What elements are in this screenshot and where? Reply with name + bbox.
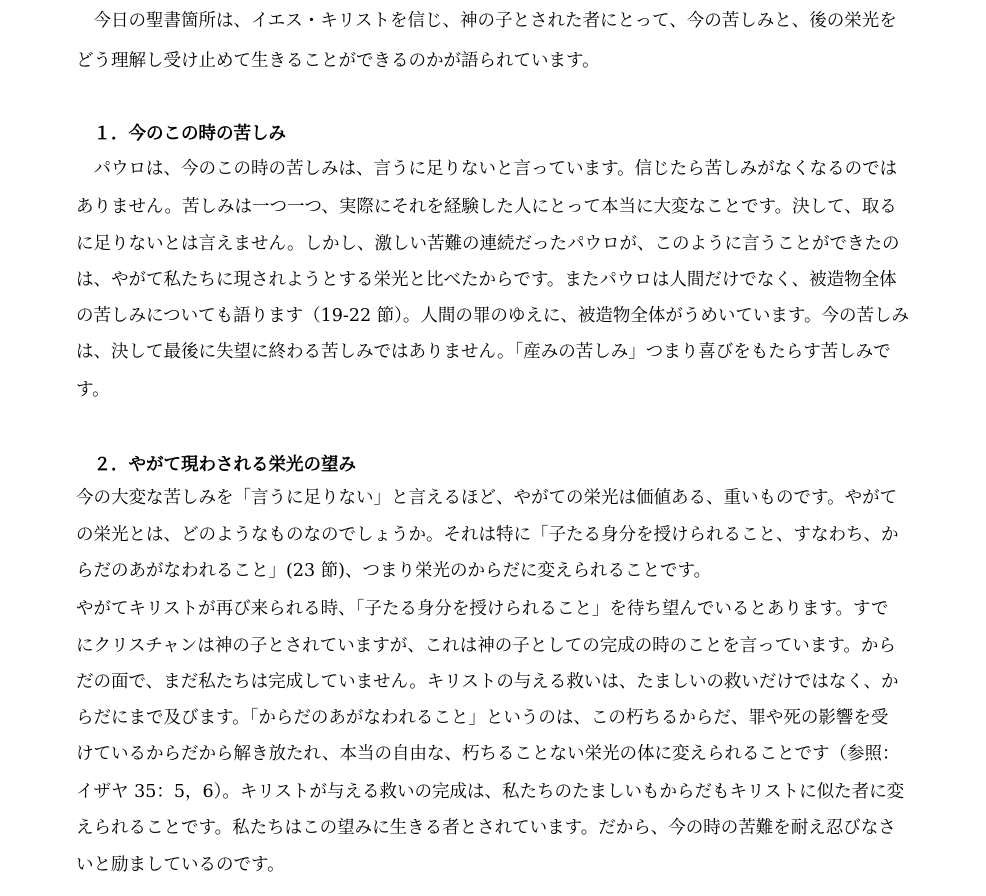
section-2-line: けているからだから解き放たれ、本当の自由な、朽ちることない栄光の体に変えられることです（参照： (76, 744, 900, 764)
section-2-line: いと励ましているのです。 (76, 855, 285, 875)
section-2-line: にクリスチャンは神の子とされていますが、これは神の子としての完成の時のことを言っています。から (76, 636, 896, 656)
section-2-line: だの面で、まだ私たちは完成していません。キリストの与える救いは、たましいの救いだけではなく、か (76, 672, 899, 692)
section-1-heading: １．今のこの時の苦しみ (76, 124, 286, 144)
section-2-line: イザヤ 35：5，6）。キリストが与える救いの完成は、私たちのたましいもからだもキリストに似た者に変 (76, 782, 905, 802)
section-2-line: らだのあがなわれること」(23 節)、つまり栄光のからだに変えられることです。 (76, 561, 712, 581)
section-1-line: は、やがて私たちに現されようとする栄光と比べたからです。またパウロは人間だけでなく、被造物全体 (76, 270, 897, 290)
section-2-line: やがてキリストが再び来られる時、「子たる身分を授けられること」を待ち望んでいるとあります。すで (76, 599, 889, 619)
intro-line: どう理解し受け止めて生きることができるのかが語られています。 (76, 51, 600, 71)
section-2-line: 今の大変な苦しみを「言うに足りない」と言えるほど、やがての栄光は価値ある、重いものです。やがて (76, 488, 898, 508)
section-1-line: ありません。苦しみは一つ一つ、実際にそれを経験した人にとって本当に大変なことです。決して、取る (76, 197, 897, 217)
section-1-line: パウロは、今のこの時の苦しみは、言うに足りないと言っています。信じたら苦しみがなくなるのでは (76, 159, 898, 179)
section-1-line: は、決して最後に失望に終わる苦しみではありません。「産みの苦しみ」つまり喜びをもたらす苦しみで (76, 342, 891, 362)
section-1-line: の苦しみについても語ります（19-22 節）。人間の罪のゆえに、被造物全体がうめいています。今の苦しみ (76, 306, 910, 326)
section-2-line: らだにまで及びます。「からだのあがなわれること」というのは、この朽ちるからだ、罪や死の影響を受 (76, 708, 889, 728)
section-1-line: に足りないとは言えません。しかし、激しい苦難の連続だったパウロが、このように言うことができたの (76, 234, 900, 254)
section-2-heading: ２．やがて現わされる栄光の望み (76, 455, 356, 475)
section-2-line: えられることです。私たちはこの望みに生きる者とされています。だから、今の時の苦難を耐え忍びなさ (76, 818, 896, 838)
section-1-line: す。 (76, 380, 110, 400)
section-2-line: の栄光とは、どのようなものなのでしょうか。それは特に「子たる身分を授けられること、すなわち、か (76, 525, 899, 545)
intro-line: 今日の聖書箇所は、イエス・キリストを信じ、神の子とされた者にとって、今の苦しみと、後の栄光を (76, 11, 897, 31)
